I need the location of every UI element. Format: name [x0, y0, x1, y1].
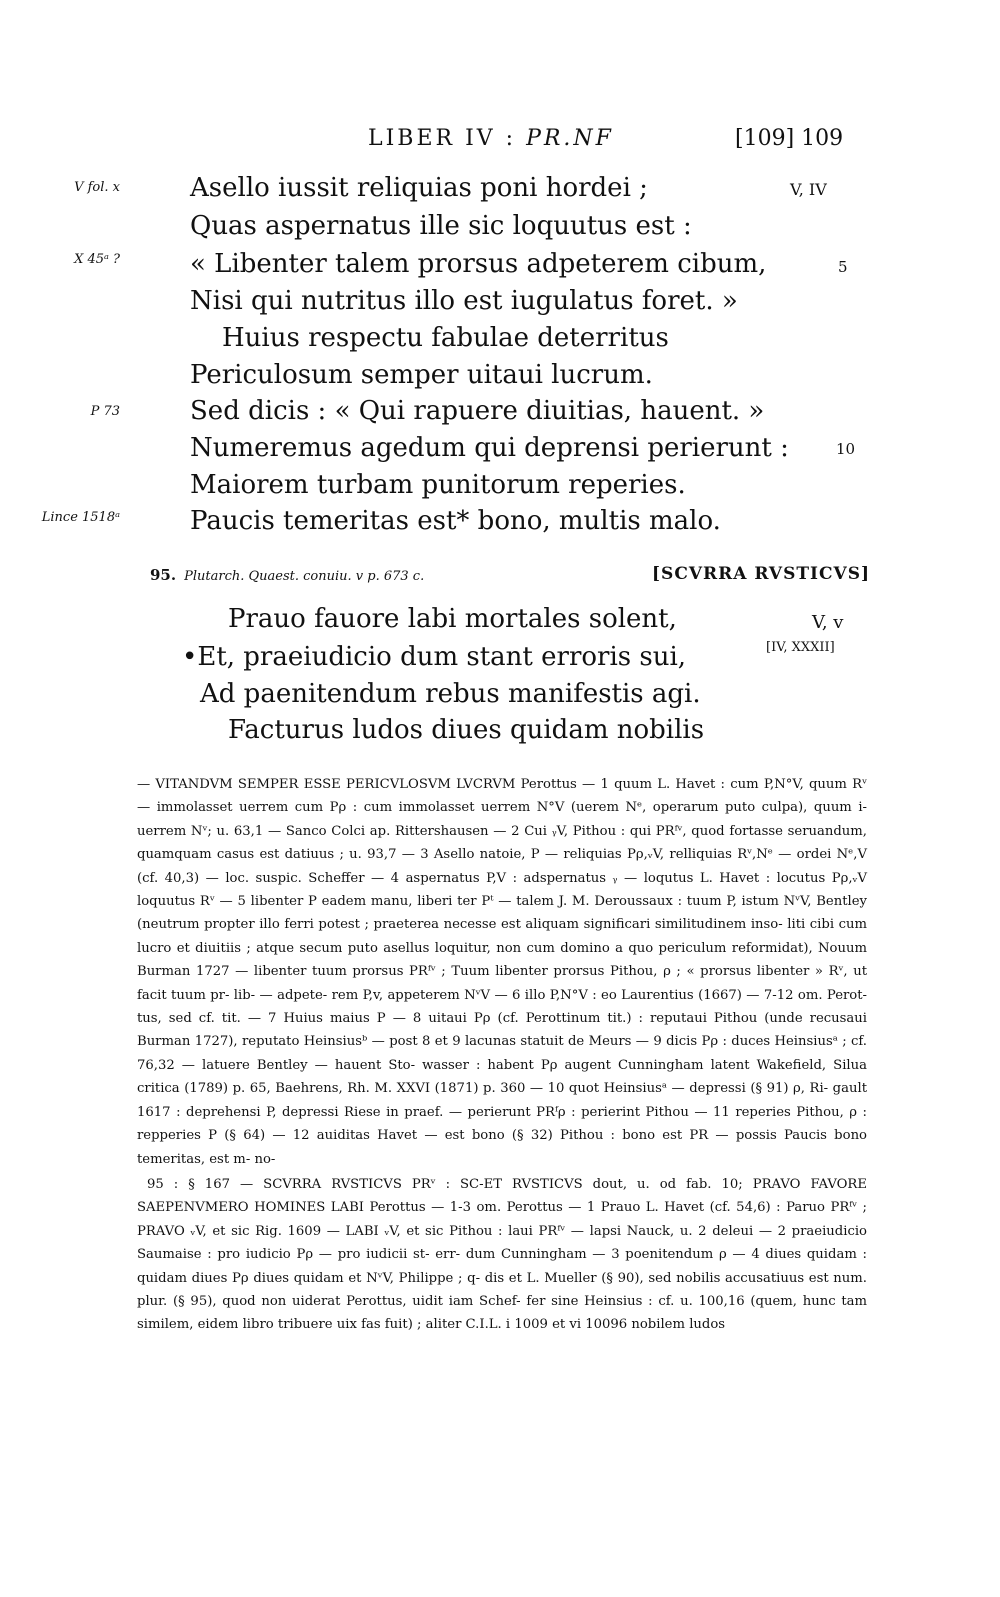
verse-line: Facturus ludos diues quidam nobilis	[228, 715, 705, 745]
verse-line: Numeremus agedum qui deprensi perierunt :	[190, 433, 789, 463]
verse-line: Huius respectu fabulae deterritus	[222, 323, 669, 353]
verse-line: Ad paenitendum rebus manifestis agi.	[200, 679, 701, 709]
line-number: 5	[838, 258, 848, 276]
verse-line: Paucis temeritas est* bono, multis malo.	[190, 506, 721, 536]
verse-line: Quas aspernatus ille sic loquutus est :	[190, 211, 692, 241]
line-number: 10	[836, 440, 856, 458]
apparatus-fable-94: — VITANDVM SEMPER ESSE PERICVLOSVM LVCRVM Perottus — 1 quum L. Havet : cum P,N°V, quum Rᵛ — immolasset uerrem cum Pρ : cum immolasset uerrem N°V (uerem Nᵉ, operarum puto culpa), quum i- uerrem Nᵛ; u. 63,1 — Sanco Colci ap. Rittershausen — 2 Cui ᵧV, Pithou : qui PRᶠᵛ, quod fortasse seruandum, quamquam casus est datiuus ; u. 93,7 — 3 Asello natoie, P — reliquias Pρ,ᵥV, relliquias Rᵛ,Nᵉ — ordei Nᵉ,V (cf. 40,3) — loc. suspic. Scheffer — 4 aspernatus P,V : adspernatus ᵧ — loqutus L. Havet : locutus Pρ,ᵥV loquutus Rᵛ — 5 libenter P eadem manu, liberi ter Pᵗ — talem J. M. Deroussaux : tuum P, istum NᵛV, Bentley (neutrum propter illo ferri potest ; praeterea necesse est aliquam significari similitudinem inso- liti cibi cum lucro et diuitiis ; atque secum puto asellus loquitur, non cum domino a quo periculum reformidat), Nouum Burman 1727 — libenter tuum prorsus PRᶠᵛ ; Tuum libenter prorsus Pithou, ρ ; « prorsus libenter » Rᵛ, ut facit tuum pr- lib- — adpete- rem P,v, appeterem NᵛV — 6 illo P,N°V : eo Laurentius (1667) — 7-12 om. Perot- tus, sed cf. tit. — 7 Huius maius P — 8 uitaui Pρ (cf. Perottinum tit.) : reputaui Pithou (unde recusaui Burman 1727), reputato Heinsiusᵇ — post 8 et 9 lacunas statuit de Meurs — 9 dicis Pρ : duces Heinsiusᵃ ; cf. 76,32 — latuere Bentley — hauent Sto- wasser : habent Pρ augent Cunningham latent Wakefield, Silua critica (1789) p. 65, Baehrens, Rh. M. XXVI (1871) p. 360 — 10 quot Heinsiusᵃ — depressi (§ 91) ρ, Ri- gault 1617 : deprehensi P, depressi Riese in praef. — perierunt PRᶠρ : perierint Pithou — 11 reperies Pithou, ρ : repperies P (§ 64) — 12 auiditas Havet — est bono (§ 32) Pithou : bono est PR — possis Paucis bono temeritas, est m- no-	[137, 777, 867, 1167]
verse-line: Sed dicis : « Qui rapuere diuitias, hauent. »	[190, 396, 765, 426]
fable-title: [SCVRRA RVSTICVS]	[652, 564, 871, 584]
margin-note: X 45ᵃ ?	[74, 252, 120, 267]
verse-line: Nisi qui nutritus illo est iugulatus foret. »	[190, 286, 738, 316]
page-numbers: [109] 109	[735, 126, 844, 151]
verse-line: •Et, praeiudicio dum stant erroris sui,	[182, 642, 687, 672]
book-fable-marker: V, v	[812, 612, 844, 633]
verse-line: Prauo fauore labi mortales solent,	[228, 604, 677, 634]
critical-apparatus	[137, 773, 867, 1337]
verse-line: Maiorem turbam punitorum reperies.	[190, 470, 686, 500]
verse-line: Periculosum semper uitaui lucrum.	[190, 360, 653, 390]
fable-source: 95. Plutarch. Quaest. conuiu. v p. 673 c.	[150, 566, 425, 584]
margin-note: P 73	[90, 404, 120, 419]
margin-note: V fol. x	[74, 180, 120, 195]
running-title: LIBER IV : PR.NF	[368, 126, 614, 151]
book-fable-marker: V, IV	[790, 180, 827, 199]
margin-note: Lince 1518ᵃ	[41, 510, 120, 525]
verse-line: Asello iussit reliquias poni hordei ;	[190, 173, 648, 203]
apparatus-fable-95: 95 : § 167 — SCVRRA RVSTICVS PRᵛ : SC-ET RVSTICVS dout, u. od fab. 10; PRAVO FAVORE SAEPENVMERO HOMINES LABI Perottus — 1-3 om. Perottus — 1 Prauo L. Havet (cf. 54,6) : Paruo PRᶠᵛ ; PRAVO ᵥV, et sic Rig. 1609 — LABI ᵥV, et sic Pithou : laui PRᶠᵛ — lapsi Nauck, u. 2 deleui — 2 praeiudicio Saumaise : pro iudicio Pρ — pro iudicii st- err- dum Cunningham — 3 poenitendum ρ — 4 diues quidam : quidam diues Pρ diues quidam et NᵛV, Philippe ; q- dis et L. Mueller (§ 90), sed nobilis accusatiuus est num. plur. (§ 95), quod non uiderat Perottus, uidit iam Schef- fer sine Heinsius : cf. u. 100,16 (quem, hunc tam similem, eidem libro tribuere uix fas fuit) ; aliter C.I.L. i 1009 et vi 10096 nobilem ludos	[137, 1176, 867, 1333]
fable-number: 95.	[150, 566, 177, 584]
concordance-marker: [IV, XXXII]	[766, 640, 835, 655]
verse-line: « Libenter talem prorsus adpeterem cibum,	[190, 249, 767, 279]
